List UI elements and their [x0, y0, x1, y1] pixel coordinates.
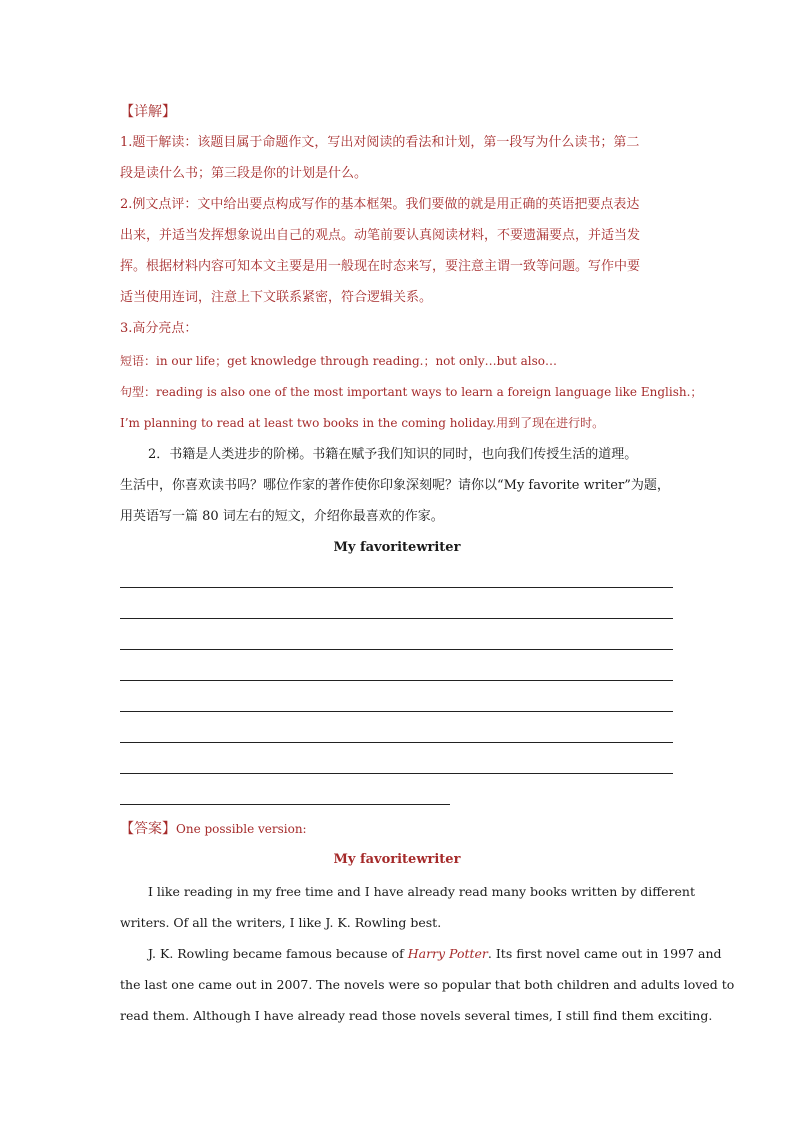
writing-line [120, 618, 673, 619]
writing-line [120, 649, 673, 650]
writing-line-short [120, 804, 450, 805]
answer-title: My favoritewriter [333, 852, 461, 867]
explanation-point-2-line-1: 2.例文点评：文中给出要点构成写作的基本框架。我们要做的就是用正确的英语把要点表达 [120, 197, 640, 212]
answer-para-2-text-b: . Its first novel came out in 1997 and [487, 946, 722, 961]
question-title: My favoritewriter [333, 540, 461, 555]
writing-line [120, 773, 673, 774]
explanation-point-2-line-3: 挥。根据材料内容可知本文主要是用一般现在时态来写，要注意主谓一致等问题。写作中要 [120, 259, 641, 274]
explanation-point-2-line-4: 适当使用连词，注意上下文联系紧密，符合逻辑关系。 [120, 290, 433, 305]
answer-para-2-line-1 [148, 945, 722, 963]
question-line-1: 2．书籍是人类进步的阶梯。书籍在赋予我们知识的同时，也向我们传授生活的道理。 [148, 447, 638, 462]
explanation-sentences-line-2: I’m planning to read at least two books in the coming holiday.用到了现在进行时。 [120, 416, 605, 430]
answer-header [120, 820, 307, 839]
writing-line [120, 587, 673, 588]
answer-para-2-text-a: J. K. Rowling became famous because of [148, 946, 408, 961]
explanation-heading: 【详解】 [120, 104, 176, 120]
writing-line [120, 711, 673, 712]
writing-line [120, 680, 673, 681]
explanation-point-2-line-2: 出来，并适当发挥想象说出自己的观点。动笔前要认真阅读材料，不要遗漏要点，并适当发 [120, 228, 641, 243]
answer-intro: One possible version: [176, 822, 307, 836]
answer-para-2-line-2: the last one came out in 2007. The novels were so popular that both children and adults loved to [120, 977, 735, 992]
question-line-2: 生活中，你喜欢读书吗？哪位作家的著作使你印象深刻呢？请你以“My favorite writer”为题， [120, 478, 670, 493]
explanation-point-1-line-2: 段是读什么书；第三段是你的计划是什么。 [120, 166, 368, 181]
answer-para-1-line-1: I like reading in my free time and I have already read many books written by different [148, 884, 695, 899]
explanation-point-1-line-1: 1.题干解读：该题目属于命题作文，写出对阅读的看法和计划，第一段写为什么读书；第二 [120, 135, 640, 150]
writing-line [120, 742, 673, 743]
explanation-phrases: 短语：in our life；get knowledge through reading.；not only…but also… [120, 354, 558, 368]
answer-para-2-line-3: read them. Although I have already read those novels several times, I still find them exciting. [120, 1008, 713, 1023]
answer-para-1-line-2: writers. Of all the writers, I like J. K. Rowling best. [120, 915, 442, 930]
explanation-point-3: 3.高分亮点： [120, 321, 198, 336]
book-title: Harry Potter [407, 946, 488, 961]
question-line-3: 用英语写一篇 80 词左右的短文，介绍你最喜欢的作家。 [120, 509, 444, 524]
answer-label: 【答案】 [120, 821, 176, 837]
explanation-sentences-line-1: 句型：reading is also one of the most important ways to learn a foreign language like English.； [120, 385, 703, 399]
